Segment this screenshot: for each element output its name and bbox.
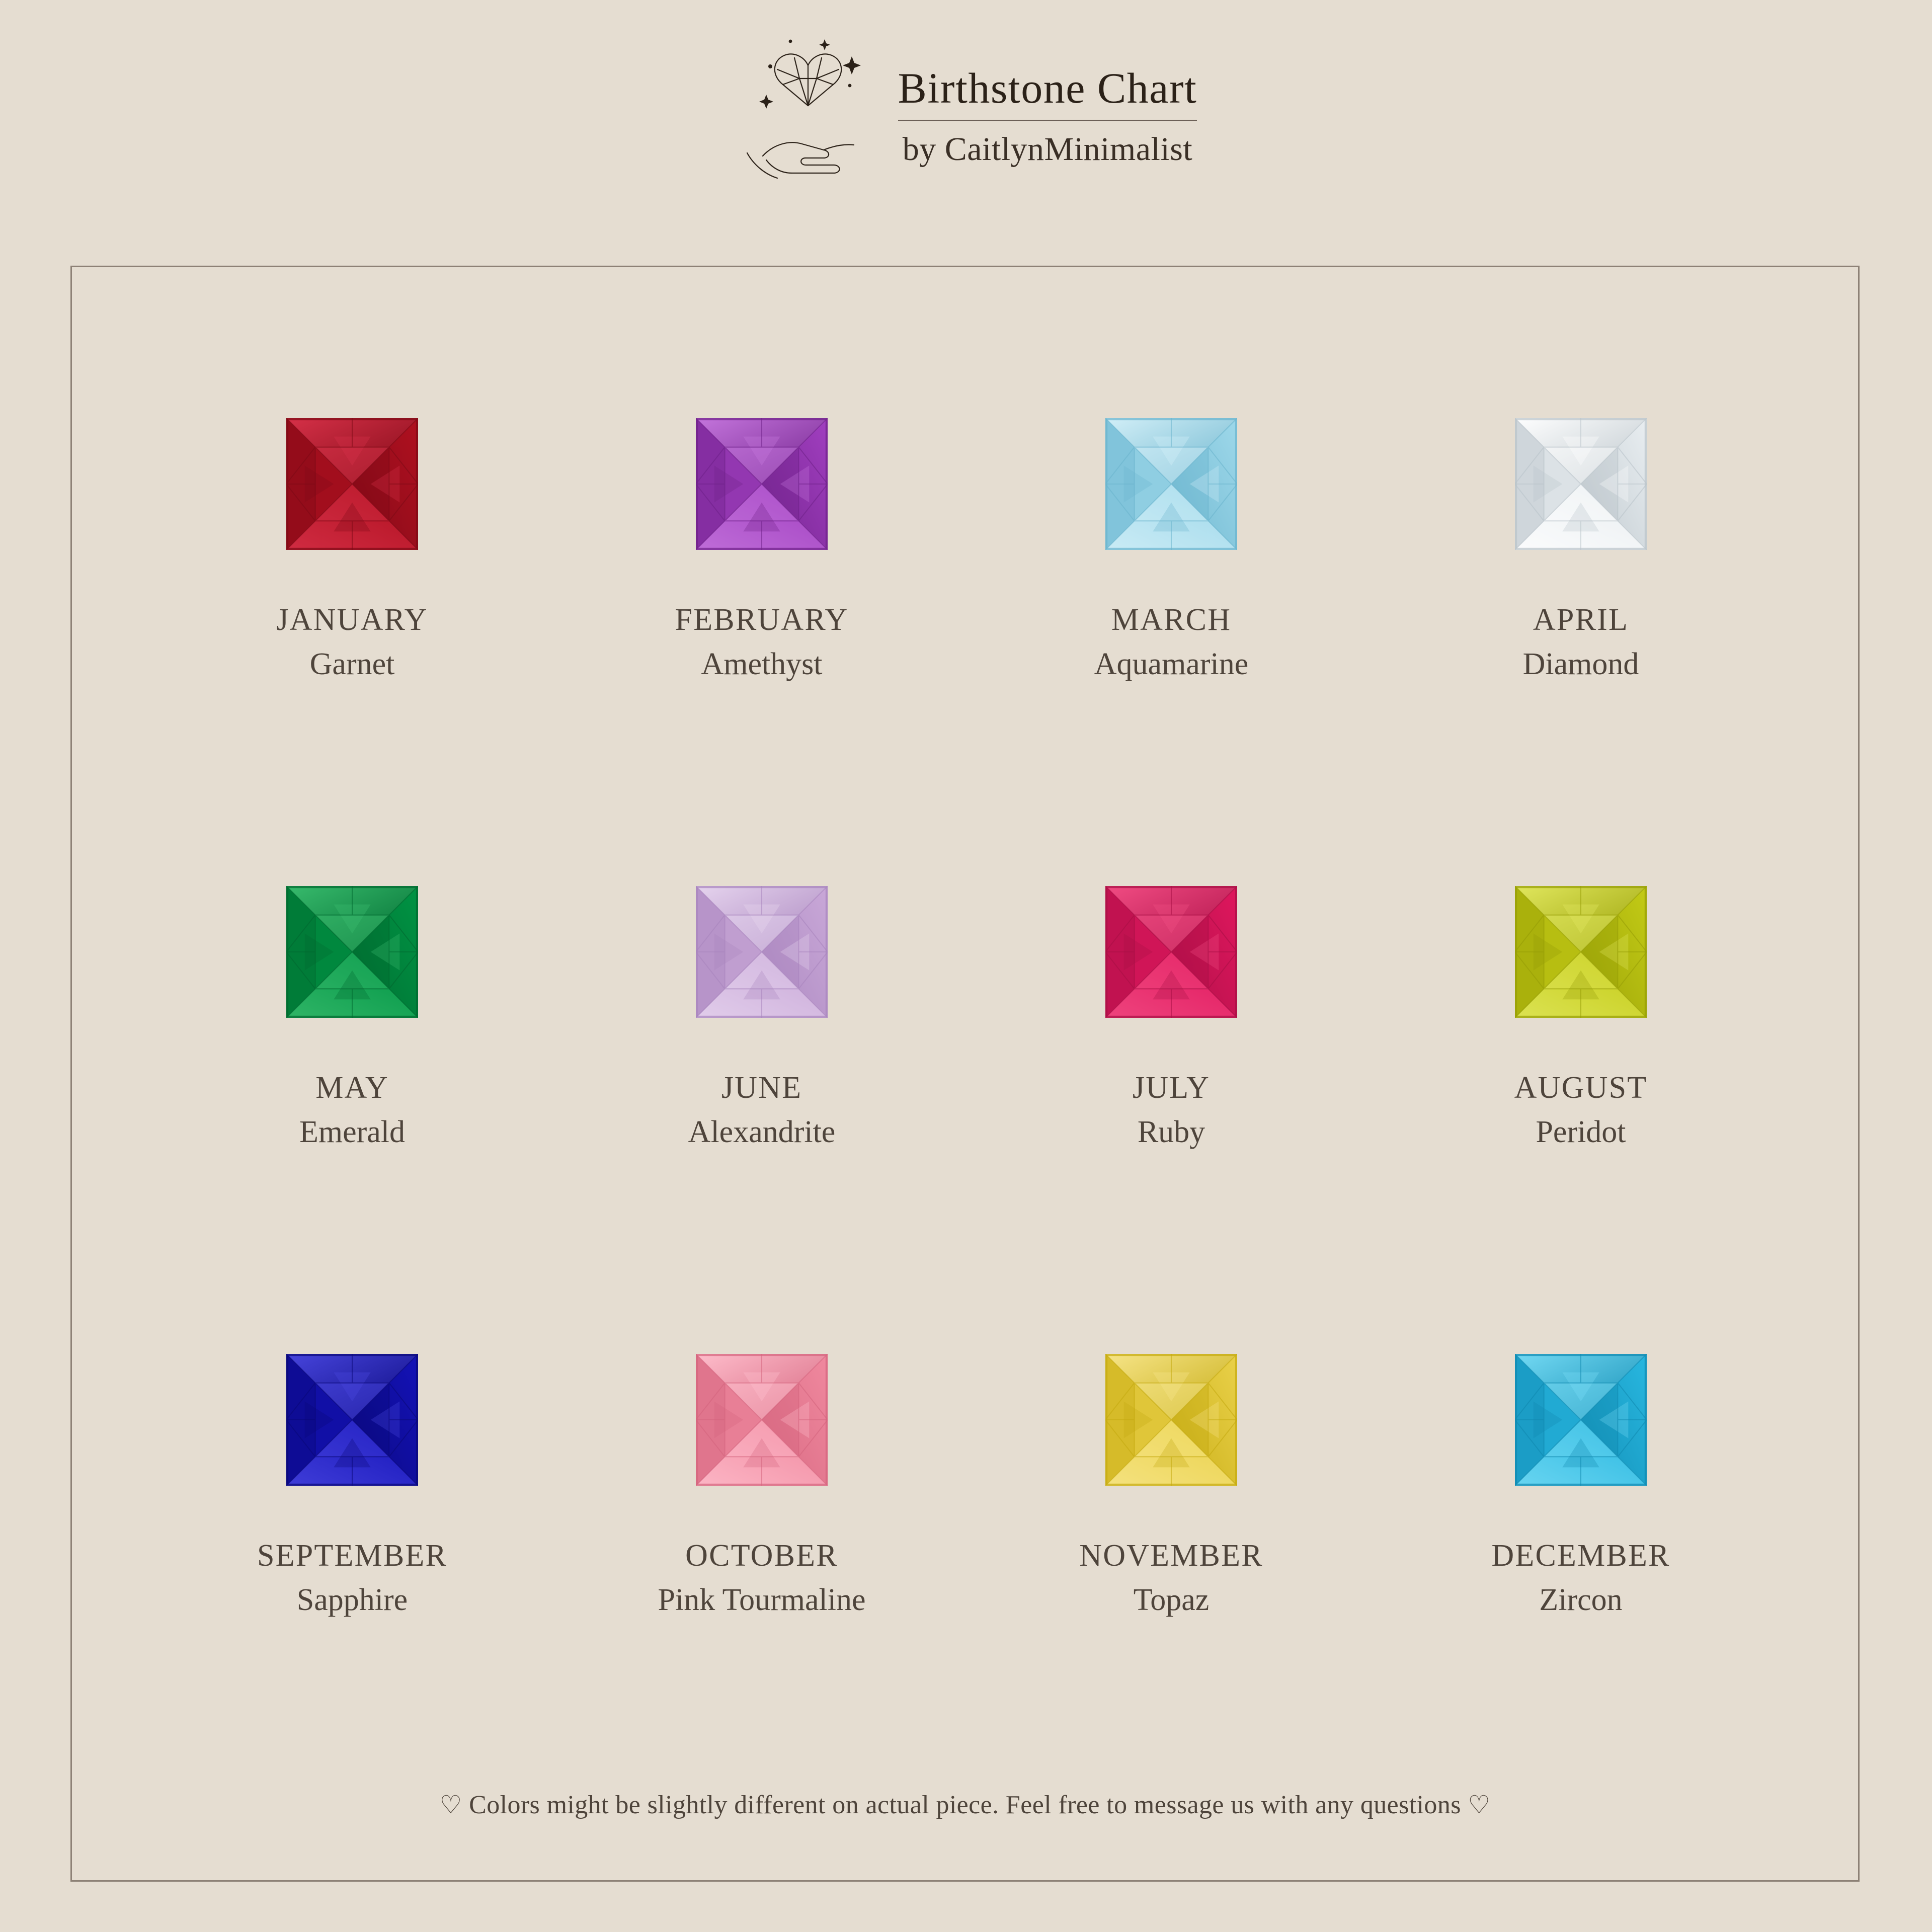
month-label: OCTOBER [685,1539,838,1573]
heart-gem-in-hand-icon [735,30,881,196]
gem-icon [1105,886,1237,1018]
list-item [1376,418,1786,886]
stone-label: Garnet [309,647,395,681]
gem-icon [696,418,828,550]
stone-label: Amethyst [701,647,823,681]
stone-label: Pink Tourmaline [658,1583,866,1617]
header [0,30,1932,196]
divider [898,120,1197,121]
gem-icon [1105,418,1237,550]
stone-label: Emerald [299,1115,405,1149]
gem-icon [696,886,828,1018]
list-item [147,418,557,886]
disclaimer-note [72,1790,1858,1820]
list-item [967,886,1376,1354]
disclaimer-text: Colors might be slightly different on actual piece. Feel free to message us with any questions [469,1791,1461,1819]
month-label: AUGUST [1514,1071,1648,1105]
stone-label: Diamond [1522,647,1639,681]
month-label: JULY [1132,1071,1211,1105]
stone-label: Alexandrite [688,1115,836,1149]
gem-icon [1515,886,1647,1018]
stone-label: Ruby [1137,1115,1205,1149]
stone-label: Sapphire [296,1583,408,1617]
chart-frame [70,266,1860,1882]
month-label: NOVEMBER [1079,1539,1263,1573]
gem-icon [286,886,418,1018]
list-item [967,418,1376,886]
list-item [967,1354,1376,1822]
month-label: DECEMBER [1491,1539,1670,1573]
month-label: APRIL [1533,603,1629,637]
list-item [557,1354,967,1822]
month-label: MARCH [1111,603,1232,637]
stone-label: Aquamarine [1094,647,1249,681]
list-item [1376,886,1786,1354]
heart-icon-left: ♡ [439,1791,462,1819]
gem-icon [696,1354,828,1486]
gem-icon [286,418,418,550]
list-item [557,418,967,886]
month-label: FEBRUARY [675,603,849,637]
stone-label: Zircon [1539,1583,1623,1617]
stone-label: Peridot [1536,1115,1626,1149]
gem-icon [1105,1354,1237,1486]
list-item [1376,1354,1786,1822]
month-label: JANUARY [276,603,428,637]
month-label: JUNE [721,1071,802,1105]
heart-icon-right: ♡ [1468,1791,1491,1819]
list-item [147,1354,557,1822]
month-label: MAY [315,1071,389,1105]
page-title: Birthstone Chart [898,64,1197,113]
month-label: SEPTEMBER [257,1539,448,1573]
gem-icon [1515,418,1647,550]
brand-text [898,58,1197,169]
brand-subtitle: by CaitlynMinimalist [902,130,1193,168]
list-item [557,886,967,1354]
gem-icon [1515,1354,1647,1486]
list-item [147,886,557,1354]
stone-label: Topaz [1133,1583,1210,1617]
gem-icon [286,1354,418,1486]
birthstone-grid [147,418,1786,1822]
